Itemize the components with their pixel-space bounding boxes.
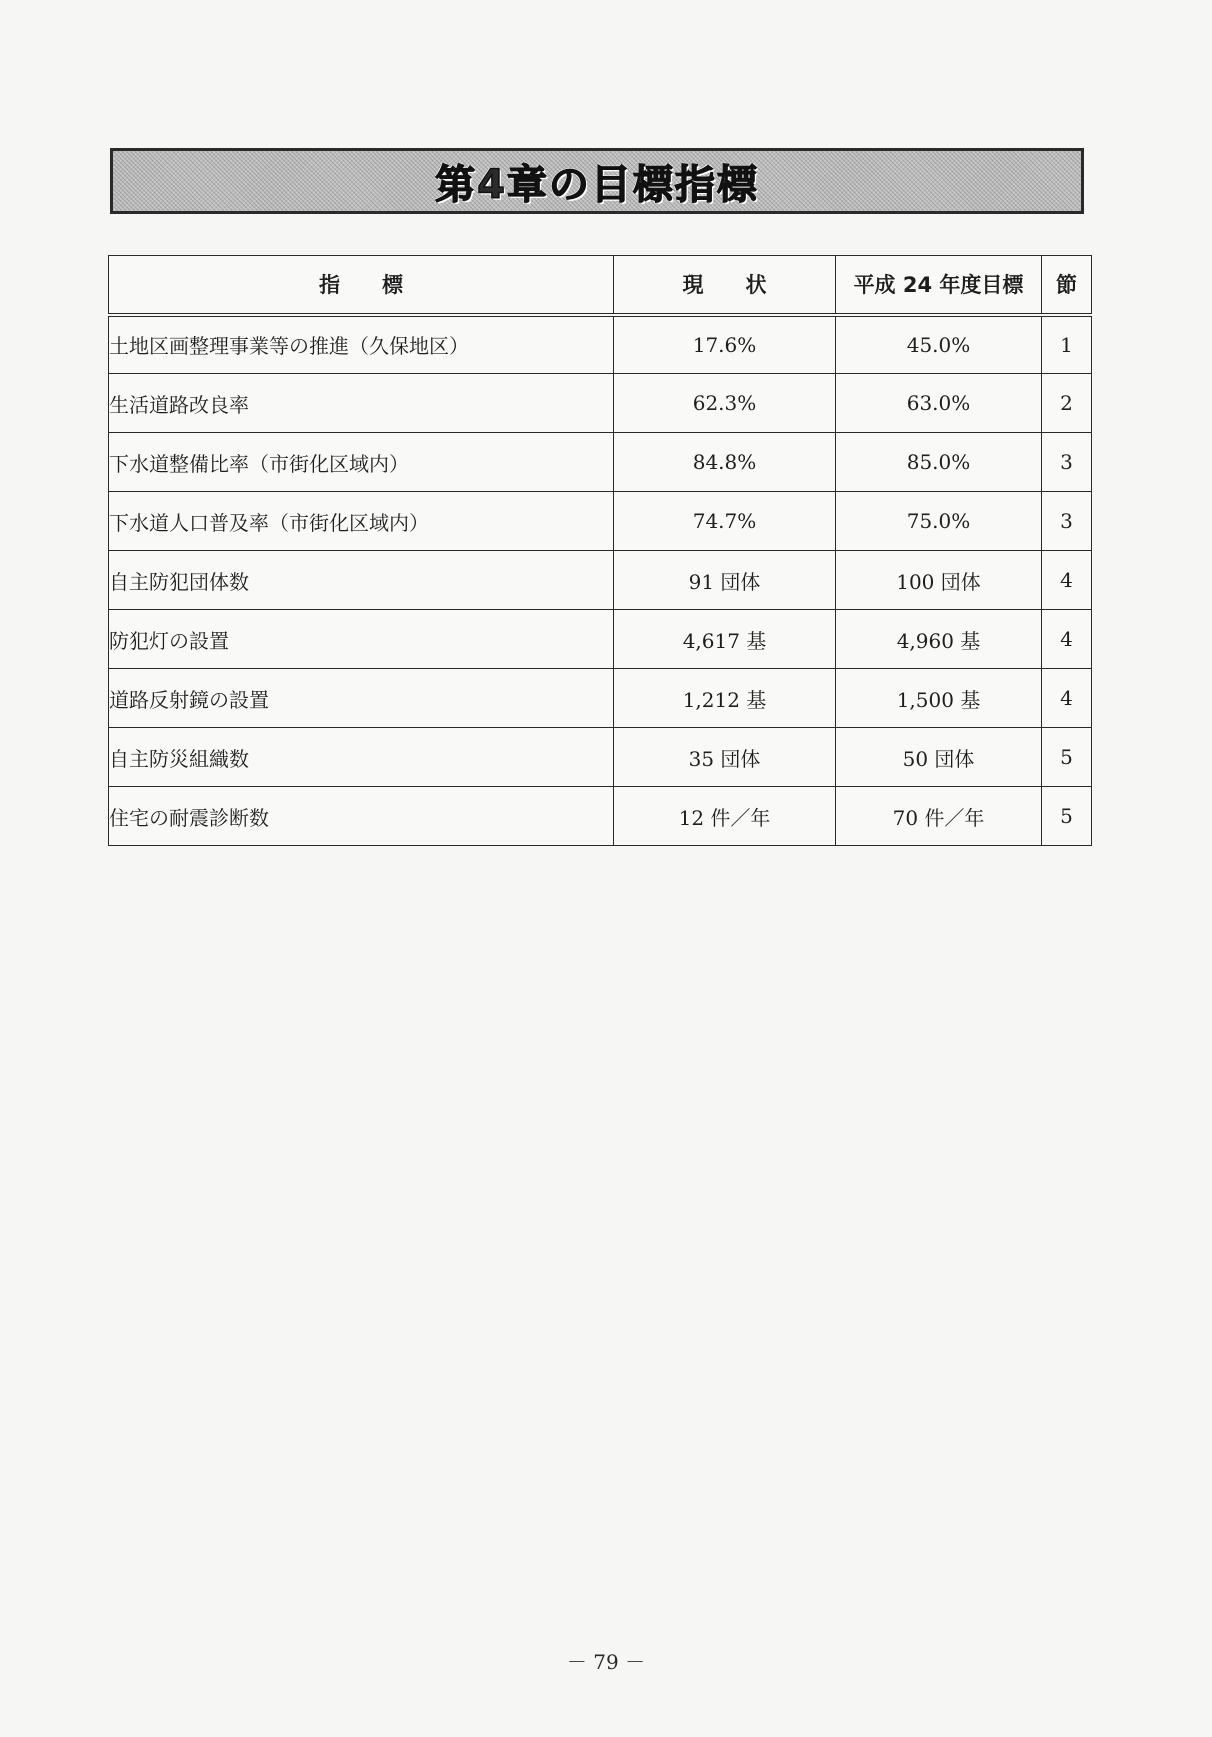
- current-value-cell: 62.3%: [614, 374, 836, 433]
- current-value-cell: 74.7%: [614, 492, 836, 551]
- target-value-cell: 50 団体: [836, 728, 1042, 787]
- target-value-cell: 63.0%: [836, 374, 1042, 433]
- table-row: [109, 374, 1092, 433]
- table-row: [109, 433, 1092, 492]
- indicator-cell: 下水道人口普及率（市街化区域内）: [109, 492, 614, 551]
- chapter-title: 第4章の目標指標: [435, 161, 759, 208]
- chapter-title-banner: [110, 148, 1084, 214]
- target-value-cell: 85.0%: [836, 433, 1042, 492]
- section-cell: 4: [1042, 551, 1092, 610]
- table-row: [109, 551, 1092, 610]
- target-value-cell: 1,500 基: [836, 669, 1042, 728]
- target-value-cell: 45.0%: [836, 315, 1042, 374]
- target-value-cell: 70 件／年: [836, 787, 1042, 846]
- target-indicators-table: [108, 255, 1092, 846]
- indicator-cell: 防犯灯の設置: [109, 610, 614, 669]
- target-value-cell: 75.0%: [836, 492, 1042, 551]
- indicator-cell: 土地区画整理事業等の推進（久保地区）: [109, 315, 614, 374]
- section-cell: 2: [1042, 374, 1092, 433]
- header-section: 節: [1042, 256, 1092, 315]
- indicator-cell: 自主防災組織数: [109, 728, 614, 787]
- section-cell: 5: [1042, 787, 1092, 846]
- current-value-cell: 17.6%: [614, 315, 836, 374]
- section-cell: 5: [1042, 728, 1092, 787]
- table-header-row: [109, 256, 1092, 315]
- section-cell: 3: [1042, 433, 1092, 492]
- current-value-cell: 12 件／年: [614, 787, 836, 846]
- indicator-cell: 自主防犯団体数: [109, 551, 614, 610]
- table-row: [109, 728, 1092, 787]
- indicator-cell: 住宅の耐震診断数: [109, 787, 614, 846]
- table-row: [109, 669, 1092, 728]
- page-number: － 79 －: [566, 1650, 646, 1674]
- target-value-cell: 4,960 基: [836, 610, 1042, 669]
- table-row: [109, 787, 1092, 846]
- indicator-cell: 下水道整備比率（市街化区域内）: [109, 433, 614, 492]
- section-cell: 4: [1042, 610, 1092, 669]
- section-cell: 3: [1042, 492, 1092, 551]
- indicator-cell: 生活道路改良率: [109, 374, 614, 433]
- current-value-cell: 4,617 基: [614, 610, 836, 669]
- table-row: [109, 610, 1092, 669]
- target-value-cell: 100 団体: [836, 551, 1042, 610]
- current-value-cell: 35 団体: [614, 728, 836, 787]
- current-value-cell: 1,212 基: [614, 669, 836, 728]
- section-cell: 1: [1042, 315, 1092, 374]
- indicator-cell: 道路反射鏡の設置: [109, 669, 614, 728]
- section-cell: 4: [1042, 669, 1092, 728]
- table-row: [109, 492, 1092, 551]
- header-target: 平成 24 年度目標: [836, 256, 1042, 315]
- current-value-cell: 84.8%: [614, 433, 836, 492]
- header-indicator: 指 標: [109, 256, 614, 315]
- header-current: 現 状: [614, 256, 836, 315]
- table-row: [109, 315, 1092, 374]
- current-value-cell: 91 団体: [614, 551, 836, 610]
